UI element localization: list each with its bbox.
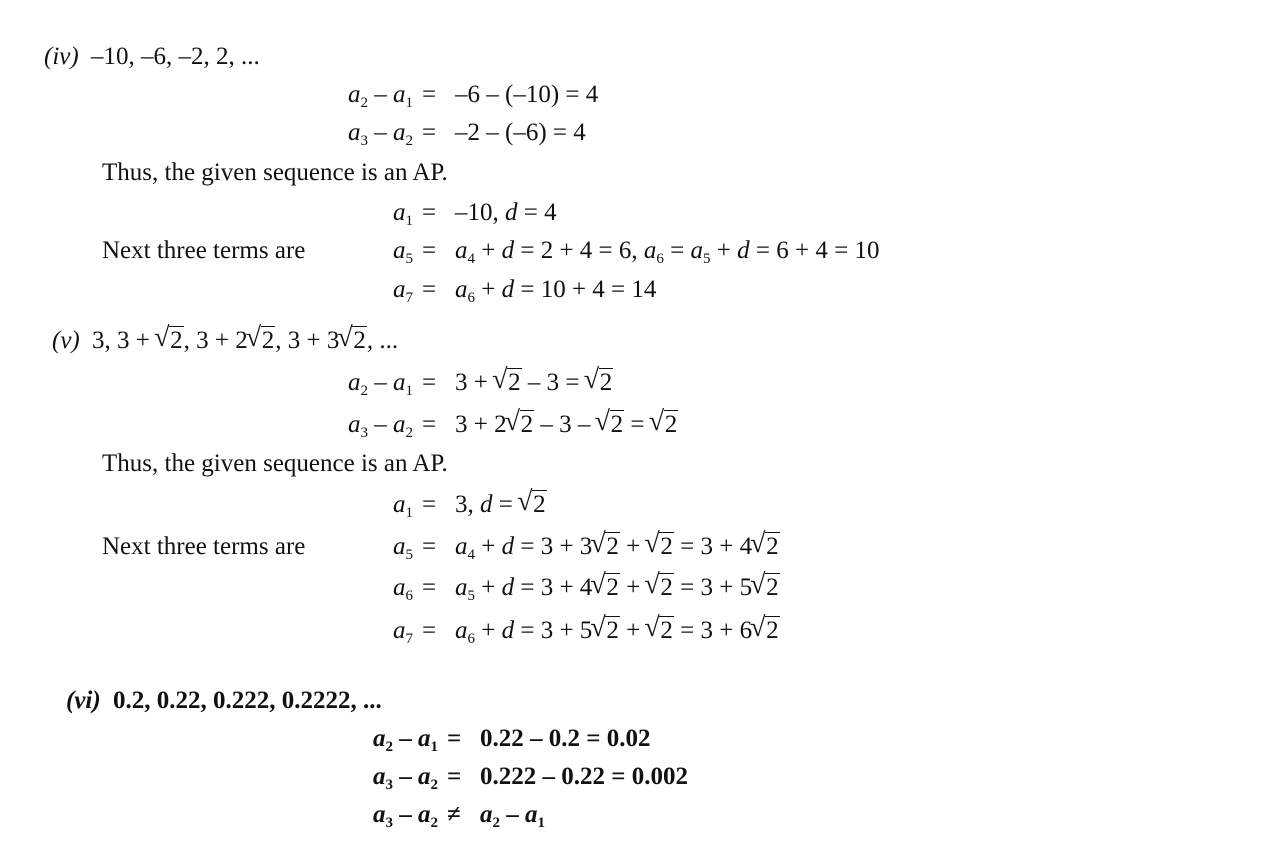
- part-vi-label: (vi): [66, 687, 101, 714]
- part-iv-label: (iv): [44, 43, 79, 70]
- v-first-term: $a_1$ = 3, d = √ 2: [0, 490, 1275, 520]
- part-iv-heading: [44, 42, 260, 72]
- v-diff-1: $a_2 - a_1$ = 3 + √ 2 – 3 = √ 2: [0, 368, 1275, 398]
- part-vi-heading: [66, 686, 382, 716]
- vi-diff-1-result: 0.22 – 0.2 = 0.02: [480, 725, 651, 752]
- v-term-5: $a_5$ = $a_4 + d = 3 + 3√$ 2 + √ 2 = 3 + 4√ 2: [0, 532, 1275, 562]
- vi-not-equal: $a_3 - a_2$ ≠ $a_2 - a_1$: [373, 801, 545, 831]
- part-vi-sequence: 0.2, 0.22, 0.222, 0.2222, ...: [112, 687, 382, 714]
- vi-diff-2-result: 0.222 – 0.22 = 0.002: [480, 763, 688, 790]
- part-iv-sequence: –10, –6, –2, 2, ...: [90, 43, 260, 70]
- v-thus-text: Thus, the given sequence is an AP.: [102, 450, 448, 477]
- v-next-text: Next three terms are: [102, 533, 306, 560]
- iv-first-term: $a_1$ = –10, d = 4: [393, 199, 557, 229]
- v-diff-2: $a_3 - a_2$ = 3 + 2√ 2 – 3 – √ 2 = √ 2: [0, 410, 1275, 440]
- iv-thus-text: Thus, the given sequence is an AP.: [102, 159, 448, 186]
- part-v-heading: [52, 326, 398, 356]
- v-term-7: $a_7$ = $a_6 + d = 3 + 5√$ 2 + √ 2 = 3 + 6√ 2: [0, 616, 1275, 646]
- iv-term-5-6: $a_5$ = $a_4 + d = 2 + 4 = 6$, $a_6 = a_5 + d = 6 + 4 = 10$: [393, 237, 880, 267]
- part-v-sequence: 3, 3 + √ 2, 3 + 2√ 2, 3 + 3√ 2, ...: [92, 327, 398, 354]
- iv-next-text: Next three terms are: [102, 237, 306, 264]
- vi-diff-2: $a_3 - a_2$ = 0.222 – 0.22 = 0.002: [373, 763, 688, 793]
- vi-diff-1: $a_2 - a_1$ = 0.22 – 0.2 = 0.02: [373, 725, 651, 755]
- iv-diff-2: $a_3 - a_2$ = –2 – (–6) = 4: [348, 119, 586, 149]
- part-v-label: (v): [52, 327, 80, 354]
- iv-diff-1: $a_2 - a_1$ = –6 – (–10) = 4: [348, 81, 599, 111]
- v-term-6: $a_6$ = $a_5 + d = 3 + 4√$ 2 + √ 2 = 3 + 5√ 2: [0, 573, 1275, 603]
- iv-term-7: $a_7$ = $a_6 + d = 10 + 4 = 14$: [393, 276, 657, 306]
